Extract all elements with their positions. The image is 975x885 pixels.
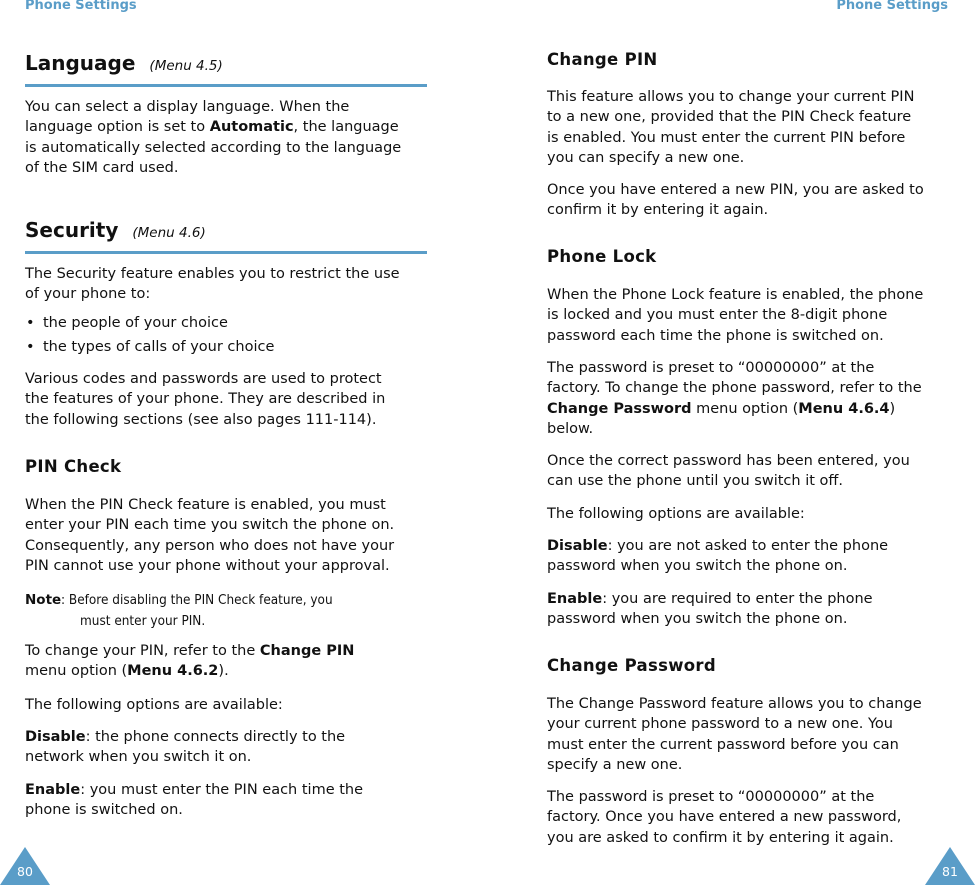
- bold-term: Menu 4.6.2: [127, 663, 219, 680]
- paragraph: [25, 695, 283, 715]
- text-segment: password when you switch the phone on.: [547, 611, 848, 628]
- text-segment: ).: [218, 663, 229, 680]
- text-line: [547, 305, 923, 325]
- text-segment: enter your PIN each time you switch the phone on.: [25, 517, 395, 534]
- paragraph: [25, 264, 400, 305]
- paragraph: [547, 694, 922, 775]
- text-segment: is enabled. You must enter the current PIN before: [547, 129, 906, 146]
- text-line: [25, 641, 354, 661]
- text-segment: : you are required to enter the phone: [602, 591, 873, 607]
- text-line: [25, 695, 283, 715]
- text-line: [547, 504, 805, 524]
- bold-term: Menu 4.6.4: [798, 400, 890, 417]
- note-line: [25, 590, 353, 611]
- text-line: [547, 200, 924, 220]
- text-segment: The password is preset to “00000000” at the: [547, 789, 875, 805]
- text-segment: network when you switch it on.: [25, 749, 252, 766]
- text-line: [547, 399, 922, 419]
- text-line: [25, 780, 363, 800]
- paragraph: [25, 641, 354, 682]
- section-heading: [25, 50, 427, 87]
- paragraph: [547, 589, 873, 630]
- text-line: [547, 419, 922, 439]
- text-line: [547, 609, 873, 629]
- text-line: [547, 87, 914, 107]
- section-title: Security: [25, 218, 119, 242]
- paragraph: [547, 87, 914, 168]
- text-segment: You can select a display language. When the: [25, 99, 350, 115]
- text-line: [547, 828, 901, 848]
- bold-term: Change Password: [547, 400, 692, 417]
- text-segment: to a new one, provided that the PIN Check feature: [547, 109, 912, 126]
- text-line: [25, 727, 345, 747]
- paragraph: [547, 787, 901, 848]
- text-segment: Various codes and passwords are used to protect: [25, 371, 382, 387]
- text-segment: specify a new one.: [547, 756, 683, 773]
- text-line: [547, 358, 922, 378]
- text-segment: The Change Password feature allows you to change: [547, 696, 922, 712]
- bold-term: Disable: [25, 729, 86, 745]
- paragraph: [25, 727, 345, 768]
- text-segment: menu option (: [25, 663, 128, 680]
- text-segment: you are asked to confirm it by entering it again.: [547, 829, 894, 846]
- text-segment: of your phone to:: [25, 286, 151, 303]
- text-line: [547, 694, 922, 714]
- text-segment: , the language: [293, 119, 399, 136]
- bold-term: Disable: [547, 538, 608, 554]
- text-segment: menu option (: [691, 400, 799, 417]
- text-line: [547, 755, 922, 775]
- text-segment: When the Phone Lock feature is enabled, the phone: [547, 287, 924, 303]
- text-segment: password when you switch the phone on.: [547, 558, 848, 575]
- paragraph: [25, 495, 394, 576]
- paragraph: [547, 451, 910, 492]
- text-segment: the people of your choice: [43, 315, 228, 331]
- text-line: [547, 107, 914, 127]
- text-line: [547, 787, 901, 807]
- text-line: [547, 451, 910, 471]
- text-segment: you can specify a new one.: [547, 149, 745, 166]
- paragraph: [547, 358, 922, 439]
- text-line: [25, 515, 394, 535]
- text-segment: the features of your phone. They are described in: [25, 391, 386, 408]
- text-segment: : you must enter the PIN each time the: [80, 782, 364, 798]
- text-line: [547, 326, 923, 346]
- text-segment: To change your PIN, refer to the: [25, 643, 260, 659]
- note-text: must enter your PIN.: [80, 614, 206, 630]
- paragraph: [25, 97, 401, 178]
- text-segment: must enter the current password before you can: [547, 736, 899, 753]
- paragraph: [25, 780, 363, 821]
- text-segment: This feature allows you to change your current PIN: [547, 89, 915, 105]
- subsection-heading: Phone Lock: [547, 247, 657, 266]
- text-segment: Once the correct password has been entered, you: [547, 453, 910, 469]
- text-line: [547, 589, 873, 609]
- text-segment: password each time the phone is switched on.: [547, 327, 884, 344]
- text-segment: can use the phone until you switch it off.: [547, 473, 843, 490]
- text-line: [25, 556, 394, 576]
- text-line: [25, 138, 401, 158]
- paragraph: [547, 536, 888, 577]
- page-number-left: 80: [17, 864, 33, 879]
- bold-term: Enable: [25, 782, 81, 798]
- text-segment: of the SIM card used.: [25, 159, 179, 176]
- text-line: [547, 378, 922, 398]
- text-line: [25, 410, 385, 430]
- note: [25, 590, 353, 633]
- text-segment: the types of calls of your choice: [43, 339, 275, 355]
- subsection-heading: Change PIN: [547, 50, 658, 69]
- text-line: [25, 158, 401, 178]
- text-line: [25, 389, 385, 409]
- text-line: [547, 807, 901, 827]
- running-header-left: Phone Settings: [25, 0, 137, 13]
- text-line: [547, 148, 914, 168]
- text-line: [25, 97, 401, 117]
- text-segment: confirm it by entering it again.: [547, 202, 769, 219]
- bullet-item: [25, 337, 274, 357]
- menu-reference: (Menu 4.5): [149, 58, 223, 74]
- note-line: [25, 611, 353, 632]
- text-segment: the following sections (see also pages 111-114).: [25, 411, 377, 428]
- text-segment: ): [889, 400, 896, 417]
- text-segment: language option is set to: [25, 119, 210, 136]
- text-line: [25, 747, 345, 767]
- subsection-heading: Change Password: [547, 656, 716, 675]
- bold-term: Change PIN: [259, 643, 355, 659]
- text-segment: your current phone password to a new one. You: [547, 716, 893, 733]
- text-segment: is automatically selected according to the language: [25, 139, 402, 156]
- text-line: [547, 536, 888, 556]
- text-line: [25, 369, 385, 389]
- text-line: [25, 495, 394, 515]
- note-label: Note: [25, 592, 62, 608]
- bold-term: Enable: [547, 591, 603, 607]
- text-segment: phone is switched on.: [25, 802, 183, 819]
- text-line: [547, 471, 910, 491]
- text-segment: When the PIN Check feature is enabled, you must: [25, 497, 386, 513]
- note-text: : Before disabling the PIN Check feature, you: [61, 593, 333, 608]
- text-line: [25, 661, 354, 681]
- text-line: [25, 800, 363, 820]
- text-line: [43, 315, 228, 331]
- text-segment: : you are not asked to enter the phone: [607, 538, 889, 554]
- text-line: [547, 180, 924, 200]
- text-segment: is locked and you must enter the 8-digit phone: [547, 307, 888, 324]
- text-line: [547, 714, 922, 734]
- menu-reference: (Menu 4.6): [132, 225, 206, 241]
- text-segment: PIN cannot use your phone without your approval.: [25, 557, 390, 574]
- running-header-right: Phone Settings: [836, 0, 948, 13]
- text-line: [43, 339, 274, 355]
- text-line: [25, 117, 401, 137]
- paragraph: [25, 369, 385, 430]
- section-title: Language: [25, 51, 136, 75]
- text-segment: The following options are available:: [547, 506, 805, 522]
- text-line: [547, 735, 922, 755]
- subsection-heading: PIN Check: [25, 457, 122, 476]
- bold-term: Automatic: [209, 119, 294, 136]
- text-segment: factory. Once you have entered a new password,: [547, 809, 902, 826]
- bullet-item: [25, 313, 228, 333]
- text-line: [547, 556, 888, 576]
- paragraph: [547, 180, 924, 221]
- page-number-right: 81: [942, 864, 958, 879]
- text-segment: Consequently, any person who does not have your: [25, 537, 395, 554]
- text-line: [25, 284, 400, 304]
- text-segment: Once you have entered a new PIN, you are asked to: [547, 182, 924, 198]
- text-segment: below.: [547, 420, 594, 437]
- text-line: [25, 536, 394, 556]
- text-segment: factory. To change the phone password, refer to the: [547, 380, 922, 397]
- text-line: [547, 128, 914, 148]
- text-segment: The following options are available:: [25, 697, 283, 713]
- section-heading: [25, 217, 427, 254]
- text-line: [547, 285, 923, 305]
- text-segment: : the phone connects directly to the: [85, 729, 346, 745]
- paragraph: [547, 285, 923, 346]
- text-segment: The password is preset to “00000000” at the: [547, 360, 875, 376]
- text-segment: The Security feature enables you to restrict the use: [25, 266, 400, 282]
- text-line: [25, 264, 400, 284]
- paragraph: [547, 504, 805, 524]
